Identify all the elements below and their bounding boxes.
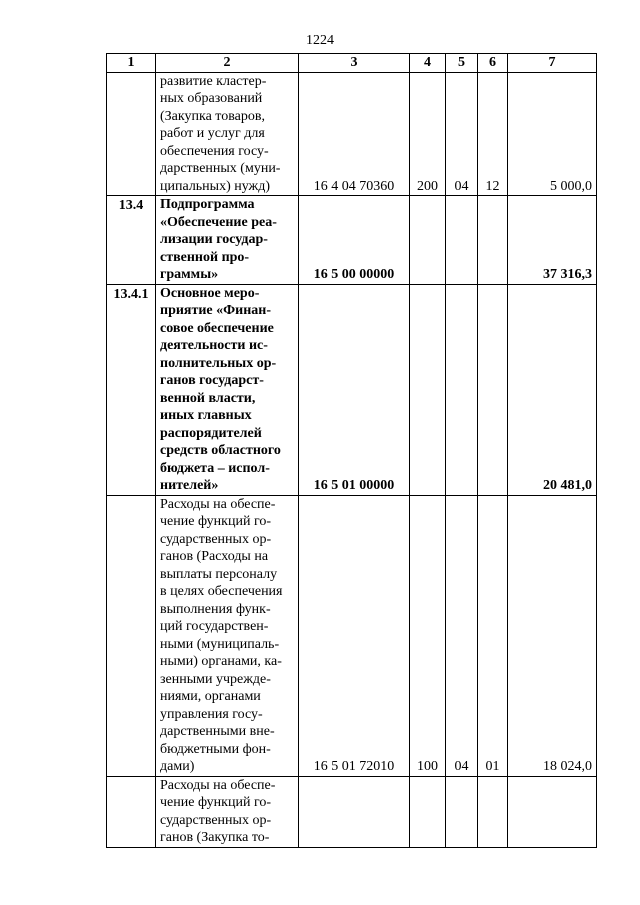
header-col-3: 3: [299, 54, 410, 73]
row-number: [107, 72, 156, 196]
description-line: чение функций го-: [160, 795, 272, 810]
row-col-6: [478, 284, 508, 495]
description-line: выполнения функ-: [160, 601, 271, 617]
description-line: распорядителей: [160, 425, 262, 441]
row-col-5: 04: [446, 495, 478, 776]
description-line: ными) органами, ка-: [160, 654, 282, 669]
description-line: сударственных ор-: [160, 812, 272, 828]
description-line: Основное меро-: [160, 285, 260, 301]
header-col-7: 7: [508, 54, 597, 73]
description-line: лизации государ-: [160, 232, 268, 247]
row-col-6: [478, 776, 508, 847]
description-line: Расходы на обеспе-: [160, 777, 276, 793]
description-line: ципальных) нужд): [160, 178, 271, 194]
row-col-4: [410, 284, 446, 495]
description-line: в целях обеспечения: [160, 584, 283, 599]
row-col-4: 100: [410, 495, 446, 776]
row-col-4: 200: [410, 72, 446, 196]
description-line: Расходы на обеспе-: [160, 496, 276, 512]
header-col-2: 2: [156, 54, 299, 73]
budget-table: [106, 53, 597, 848]
header-col-4: 4: [410, 54, 446, 73]
row-col-6: 01: [478, 495, 508, 776]
description-line: ганов государст-: [160, 373, 264, 388]
description-line: ганов (Расходы на: [160, 549, 269, 564]
description-line: иных главных: [160, 408, 252, 423]
header-col-5: 5: [446, 54, 478, 73]
description-line: управления госу-: [160, 706, 263, 722]
row-code: [299, 776, 410, 847]
row-code: 16 4 04 70360: [299, 72, 410, 196]
description-line: деятельности ис-: [160, 338, 268, 353]
description-line: нителей»: [160, 478, 219, 493]
description-line: «Обеспечение реа-: [160, 214, 277, 230]
description-line: зенными учрежде-: [160, 671, 271, 687]
row-col-5: [446, 196, 478, 285]
description-line: ганов (Закупка то-: [160, 830, 270, 845]
row-col-6: [478, 196, 508, 285]
description-line: средств областного: [160, 443, 281, 458]
header-col-6: 6: [478, 54, 508, 73]
row-description: [156, 196, 299, 285]
description-line: бюджетными фон-: [160, 741, 271, 757]
description-line: сударственных ор-: [160, 531, 272, 547]
row-number: 13.4.1: [107, 284, 156, 495]
description-line: обеспечения госу-: [160, 143, 269, 159]
row-description: [156, 776, 299, 847]
row-amount: [508, 776, 597, 847]
description-line: дами): [160, 759, 195, 774]
description-line: ций государствен-: [160, 619, 269, 634]
row-col-6: 12: [478, 72, 508, 196]
description-line: бюджета – испол-: [160, 460, 270, 476]
row-amount: 37 316,3: [508, 196, 597, 285]
row-description: [156, 284, 299, 495]
table-row: [107, 72, 597, 196]
description-line: ниями, органами: [160, 689, 261, 704]
description-line: дарственных (муни-: [160, 161, 281, 176]
description-line: совое обеспечение: [160, 320, 274, 336]
row-code: 16 5 00 00000: [299, 196, 410, 285]
description-line: (Закупка товаров,: [160, 108, 265, 124]
description-line: развитие кластер-: [160, 73, 267, 89]
row-amount: 5 000,0: [508, 72, 597, 196]
row-number: [107, 495, 156, 776]
row-amount: 18 024,0: [508, 495, 597, 776]
row-number: [107, 776, 156, 847]
description-line: дарственными вне-: [160, 724, 275, 739]
row-code: 16 5 01 00000: [299, 284, 410, 495]
description-line: выплаты персоналу: [160, 566, 278, 582]
table-row: [107, 776, 597, 847]
description-line: работ и услуг для: [160, 126, 265, 141]
description-line: граммы»: [160, 267, 219, 282]
page-number: 1224: [306, 33, 334, 48]
row-description: [156, 495, 299, 776]
description-line: ными (муниципаль-: [160, 636, 280, 652]
description-line: Подпрограмма: [160, 197, 255, 212]
row-col-5: [446, 776, 478, 847]
row-code: 16 5 01 72010: [299, 495, 410, 776]
description-line: чение функций го-: [160, 514, 272, 529]
row-description: [156, 72, 299, 196]
header-row: [107, 54, 597, 73]
table-row: [107, 196, 597, 285]
row-amount: 20 481,0: [508, 284, 597, 495]
description-line: ных образований: [160, 91, 263, 106]
description-line: ственной про-: [160, 249, 250, 265]
row-col-5: 04: [446, 72, 478, 196]
description-line: венной власти,: [160, 390, 256, 406]
header-col-1: 1: [107, 54, 156, 73]
row-col-4: [410, 776, 446, 847]
row-col-5: [446, 284, 478, 495]
description-line: полнительных ор-: [160, 355, 277, 371]
table-row: [107, 495, 597, 776]
description-line: приятие «Финан-: [160, 303, 272, 318]
row-col-4: [410, 196, 446, 285]
table-row: [107, 284, 597, 495]
row-number: 13.4: [107, 196, 156, 285]
